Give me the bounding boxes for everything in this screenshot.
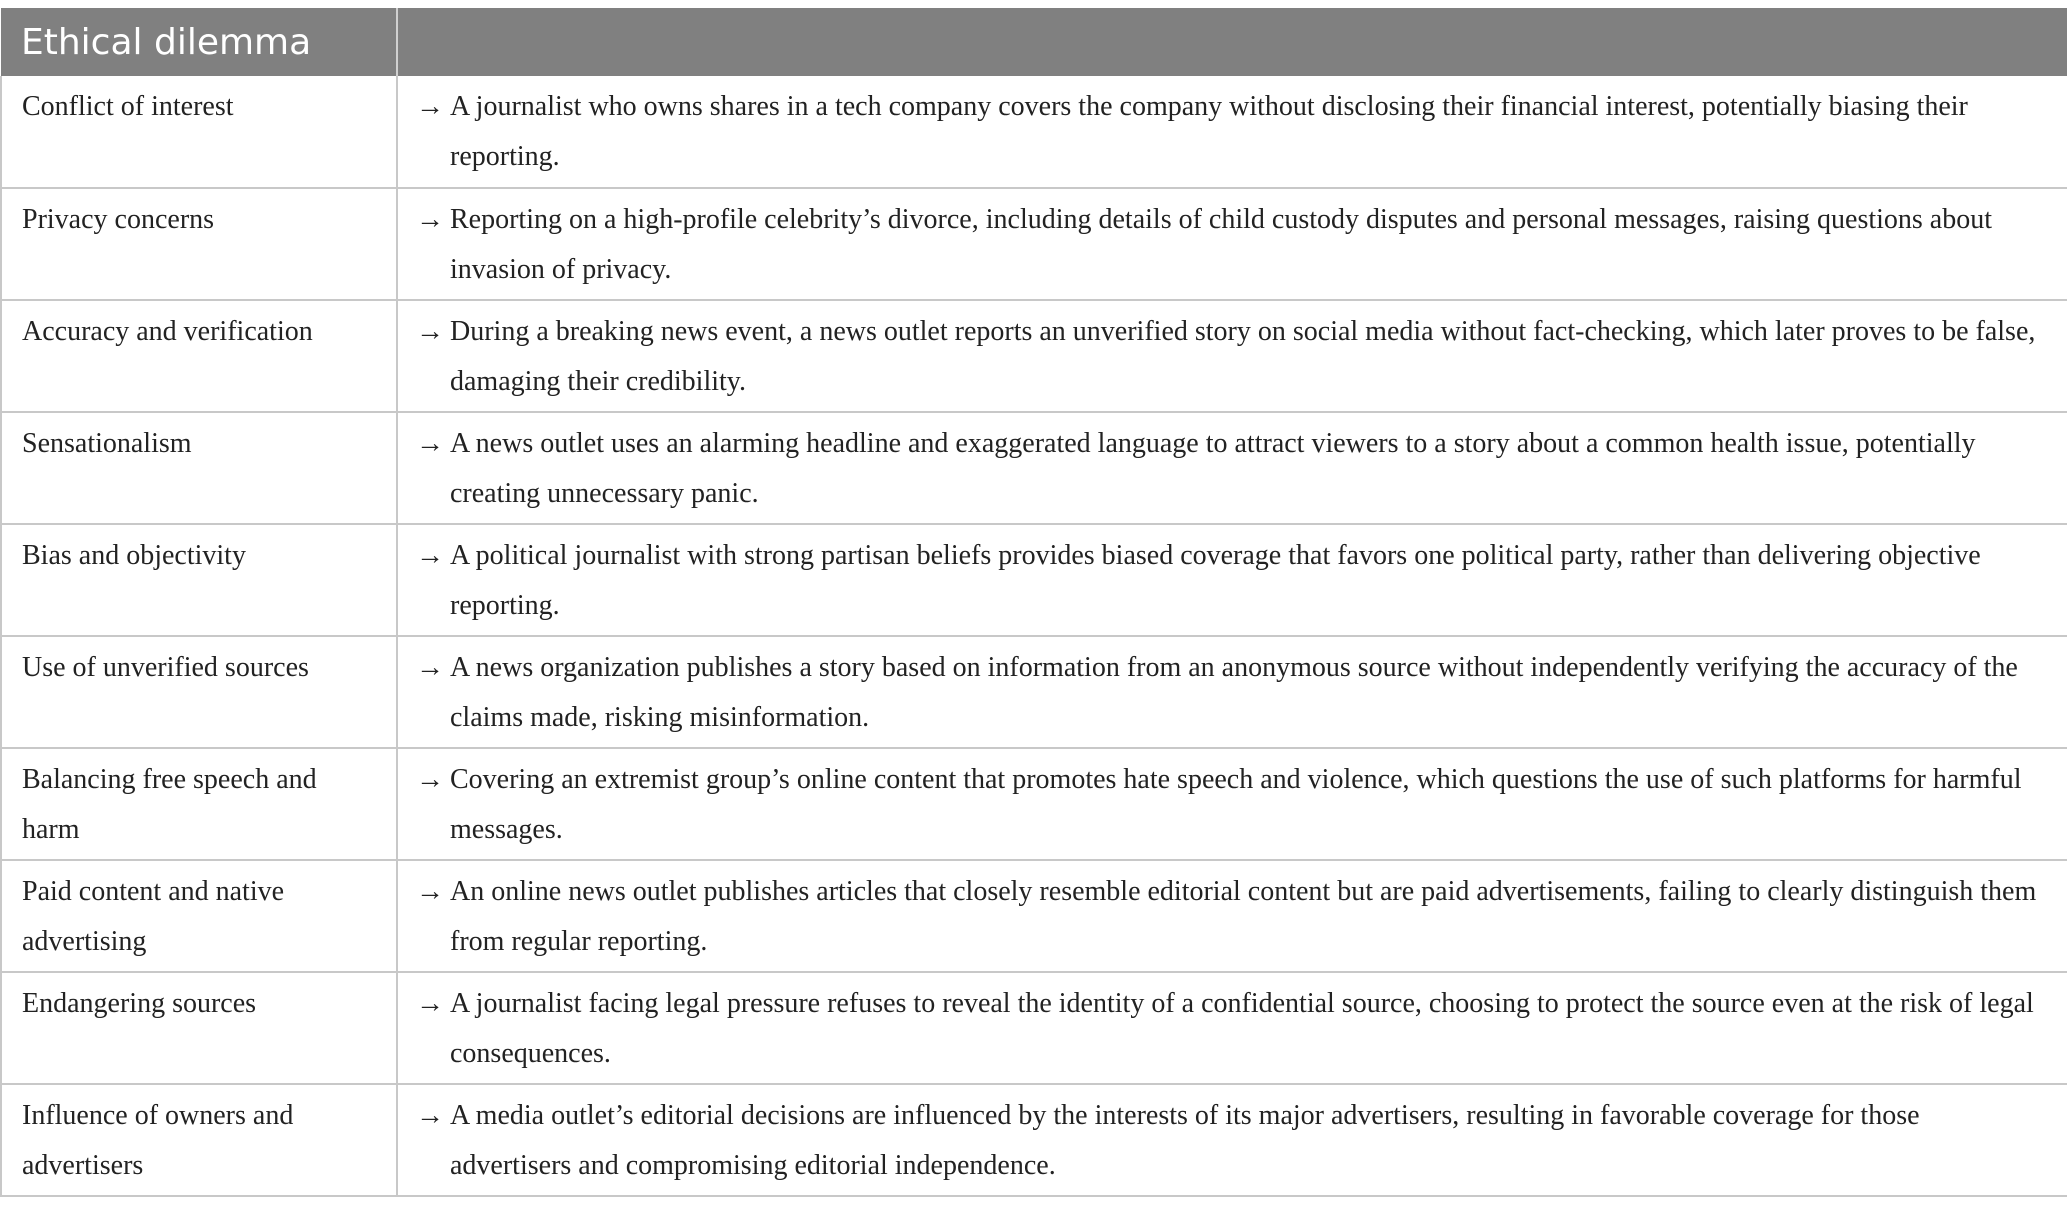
table-row: [1, 188, 2067, 300]
example-text: A journalist facing legal pressure refuses to reveal the identity of a confidential source, choosing to protect the source even at the risk of legal consequences.: [450, 988, 2034, 1069]
table-row: [1, 524, 2067, 636]
example-cell: [397, 300, 2067, 412]
right-arrow-icon: →: [416, 428, 444, 459]
example-text: A political journalist with strong partisan beliefs provides biased coverage that favors one political party, rather than delivering objective reporting.: [450, 540, 1981, 621]
dilemma-cell: Bias and objectivity: [1, 524, 397, 636]
example-cell: [397, 636, 2067, 748]
table-row: [1, 860, 2067, 972]
example-text: Covering an extremist group’s online content that promotes hate speech and violence, which questions the use of such platforms for harmful messages.: [450, 764, 2022, 845]
table-row: [1, 412, 2067, 524]
header-dilemma: Ethical dilemma: [1, 8, 397, 76]
table-row: [1, 972, 2067, 1084]
dilemma-cell: Paid content and native advertising: [1, 860, 397, 972]
example-text: Reporting on a high-profile celebrity’s divorce, including details of child custody disputes and personal messages, raising questions about invasion of privacy.: [450, 204, 1993, 285]
ethical-dilemma-table-container: [0, 8, 2067, 1197]
example-cell: [397, 860, 2067, 972]
header-row: [1, 8, 2067, 76]
example-cell: [397, 76, 2067, 188]
dilemma-cell: Conflict of interest: [1, 76, 397, 188]
right-arrow-icon: →: [416, 652, 444, 683]
right-arrow-icon: →: [416, 91, 444, 122]
example-cell: [397, 748, 2067, 860]
example-cell: [397, 524, 2067, 636]
dilemma-cell: Privacy concerns: [1, 188, 397, 300]
example-text: A media outlet’s editorial decisions are influenced by the interests of its major advertisers, resulting in favorable coverage for those advertisers and compromising editorial independence.: [450, 1100, 1920, 1181]
right-arrow-icon: →: [416, 988, 444, 1019]
ethical-dilemma-table: [0, 8, 2067, 1197]
right-arrow-icon: →: [416, 316, 444, 347]
right-arrow-icon: →: [416, 540, 444, 571]
example-text: A news outlet uses an alarming headline and exaggerated language to attract viewers to a story about a common health issue, potentially creating unnecessary panic.: [450, 428, 1976, 509]
dilemma-cell: Endangering sources: [1, 972, 397, 1084]
table-header: [1, 8, 2067, 76]
table-body: [1, 76, 2067, 1196]
example-cell: [397, 188, 2067, 300]
table-row: [1, 748, 2067, 860]
example-cell: [397, 1084, 2067, 1196]
example-text: An online news outlet publishes articles that closely resemble editorial content but are paid advertisements, failing to clearly distinguish them from regular reporting.: [450, 876, 2037, 957]
table-row: [1, 1084, 2067, 1196]
table-row: [1, 636, 2067, 748]
table-row: [1, 76, 2067, 188]
example-text: A journalist who owns shares in a tech company covers the company without disclosing their financial interest, potentially biasing their reporting.: [450, 91, 1968, 172]
example-cell: [397, 972, 2067, 1084]
example-text: A news organization publishes a story based on information from an anonymous source without independently verifying the accuracy of the claims made, risking misinformation.: [450, 652, 2018, 733]
example-text: During a breaking news event, a news outlet reports an unverified story on social media without fact-checking, which later proves to be false, damaging their credibility.: [450, 316, 2036, 397]
right-arrow-icon: →: [416, 876, 444, 907]
right-arrow-icon: →: [416, 1100, 444, 1131]
example-cell: [397, 412, 2067, 524]
header-example: [397, 8, 2067, 76]
table-row: [1, 300, 2067, 412]
right-arrow-icon: →: [416, 204, 444, 235]
right-arrow-icon: →: [416, 764, 444, 795]
dilemma-cell: Influence of owners and advertisers: [1, 1084, 397, 1196]
dilemma-cell: Accuracy and verification: [1, 300, 397, 412]
dilemma-cell: Sensationalism: [1, 412, 397, 524]
dilemma-cell: Use of unverified sources: [1, 636, 397, 748]
dilemma-cell: Balancing free speech and harm: [1, 748, 397, 860]
